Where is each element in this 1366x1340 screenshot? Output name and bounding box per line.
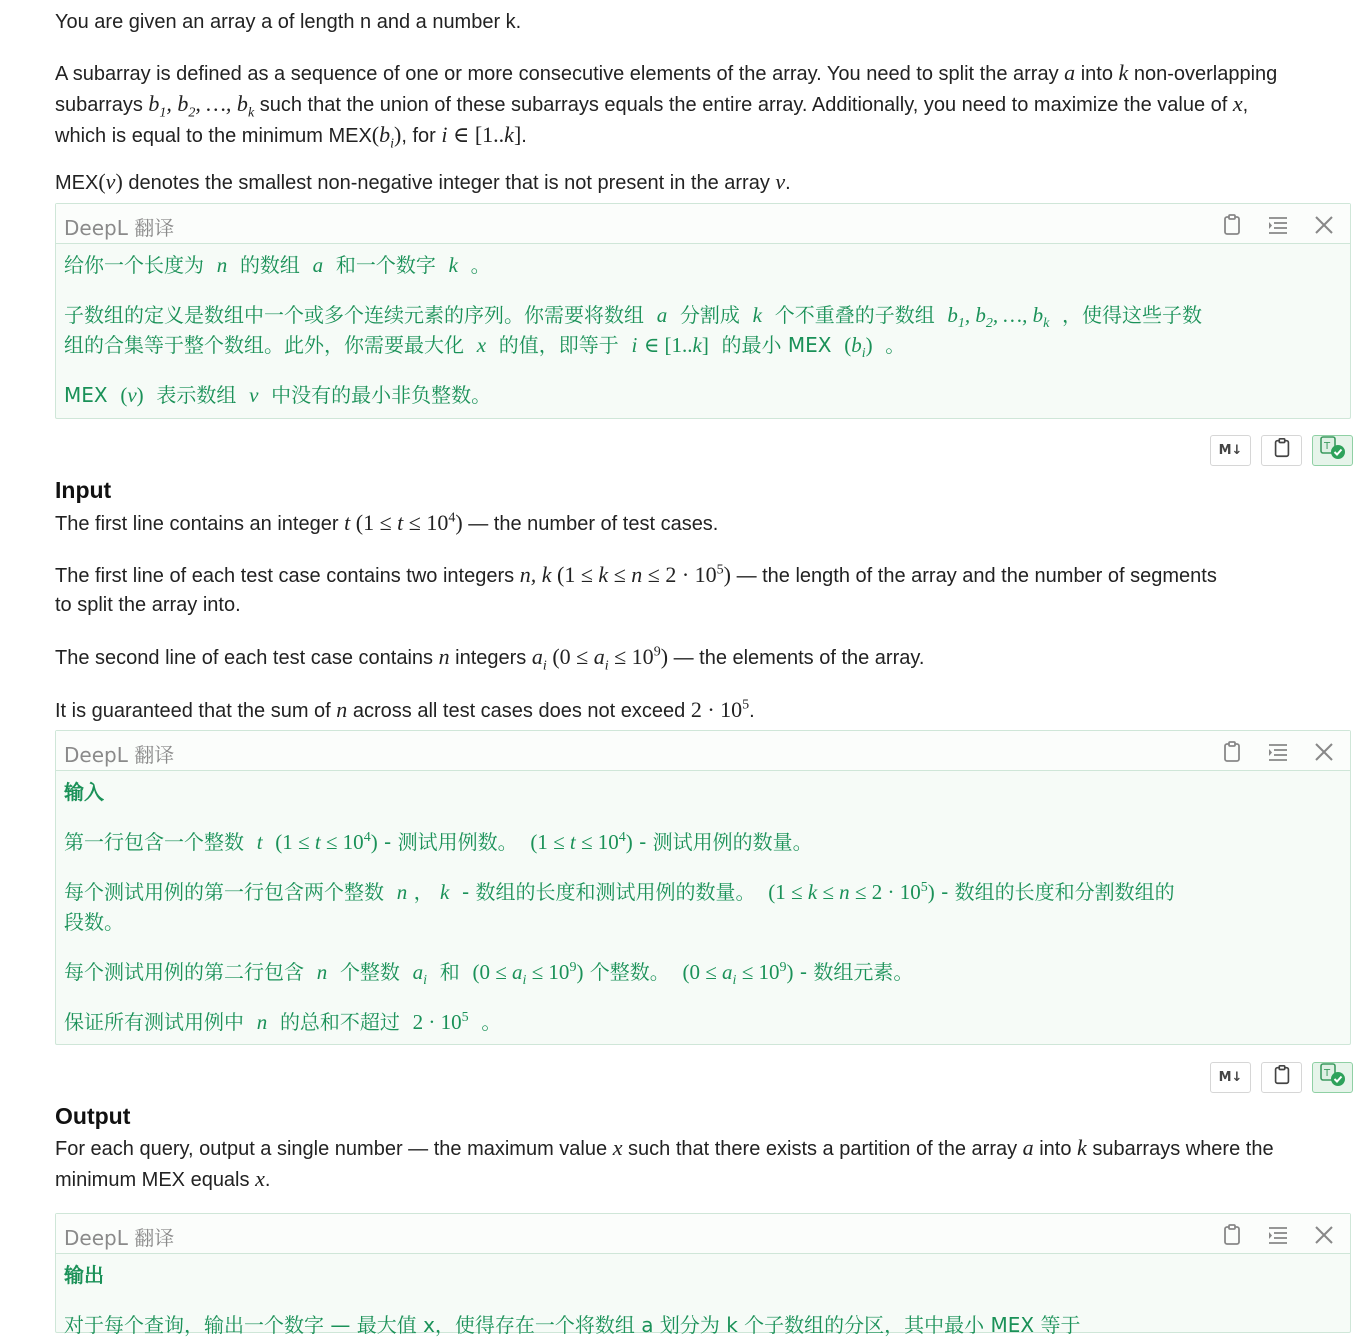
text: such that the union of these subarrays equals the entire array. Additionally, you need to maximize the value of bbox=[259, 94, 1228, 116]
output-l1: For each query, output a single number — the maximum value x such that there exists a partition of the array a into k subarrays where the minimum MEX equals x. bbox=[55, 1135, 1274, 1191]
close-icon[interactable] bbox=[1312, 213, 1336, 237]
text: 和一个数字 bbox=[335, 253, 436, 277]
align-icon[interactable] bbox=[1266, 213, 1290, 237]
text: minimum MEX equals bbox=[55, 1169, 250, 1191]
text: 给你一个长度为 bbox=[64, 253, 204, 277]
text: The first line of each test case contains two integers bbox=[55, 565, 515, 587]
text: 第一行包含一个整数 bbox=[64, 830, 244, 854]
statement-p3: MEX(v) denotes the smallest non-negative integer that is not present in the array v. bbox=[55, 169, 791, 194]
deepl-translation-input bbox=[55, 730, 1351, 1045]
text: subarrays where the bbox=[1092, 1138, 1274, 1160]
deepl-translation-output bbox=[55, 1213, 1351, 1337]
translate-toggle-button[interactable] bbox=[1312, 435, 1353, 466]
text: across all test cases does not exceed bbox=[352, 700, 686, 722]
clipboard-icon bbox=[1271, 1064, 1293, 1091]
translate-toggle-button[interactable] bbox=[1312, 1062, 1353, 1093]
text: 中没有的最小非负整数。 bbox=[271, 383, 492, 407]
close-icon[interactable] bbox=[1312, 740, 1336, 764]
input-l2: The first line of each test case contains two integers n, k $(1 \le k \le n \le 2 \cdot 10^5)$ — the length of the array and the number of segments to split the array into. bbox=[55, 562, 1217, 616]
deepl-statement-l4: MEX (v) 表示数组 v 中没有的最小非负整数。 bbox=[64, 383, 492, 407]
text: MEX bbox=[55, 172, 99, 194]
input-l1: The first line contains an integer t $(1 \le t \le 10^4)$ — the number of test cases. bbox=[55, 510, 719, 535]
align-icon[interactable] bbox=[1266, 740, 1290, 764]
translate-check-icon bbox=[1318, 435, 1348, 466]
statement-p2: A subarray is defined as a sequence of one or more consecutive elements of the array. You need to split the array a into k non-overlapping subarrays $b_1$, $b_2$, …, $b_k$ such that the union of these subarrays equals the entire array. Additionally, you need to maximize the value of x, which is equal to the minimum $MEX(b_i)$, for i ∈ [1..k]. bbox=[55, 60, 1278, 152]
deepl-title: DeepL 翻译 bbox=[64, 743, 175, 767]
deepl-statement-l3: 组的合集等于整个数组。此外，你需要最大化 x 的值，即等于 i ∈ [1..k] 的最小 MEX $(b_i)$ 。 bbox=[64, 333, 906, 362]
text: 子数组的定义是数组中一个或多个连续元素的序列。你需要将数组 bbox=[64, 303, 644, 327]
deepl-input-l2b: 段数。 bbox=[64, 910, 124, 934]
text: such that there exists a partition of the array bbox=[628, 1138, 1018, 1160]
text: - 测试用例数。 bbox=[384, 830, 518, 854]
deepl-title: DeepL 翻译 bbox=[64, 1226, 175, 1250]
text: 表示数组 bbox=[156, 383, 237, 407]
text: 组的合集等于整个数组。此外，你需要最大化 bbox=[64, 333, 464, 357]
text: - 测试用例的数量。 bbox=[639, 830, 813, 854]
deepl-header bbox=[56, 204, 1350, 244]
text: 和 bbox=[439, 960, 460, 984]
deepl-title: DeepL 翻译 bbox=[64, 216, 175, 240]
svg-text:T: T bbox=[1323, 1068, 1330, 1079]
text: subarrays bbox=[55, 94, 143, 116]
markdown-button[interactable] bbox=[1210, 435, 1251, 466]
text: 每个测试用例的第一行包含两个整数 bbox=[64, 880, 384, 904]
text: - 数组元素。 bbox=[799, 960, 914, 984]
text: into bbox=[1080, 63, 1113, 85]
text: The first line contains an integer bbox=[55, 513, 339, 535]
text: ，使得这些子数 bbox=[1062, 303, 1203, 327]
deepl-input-l1: 第一行包含一个整数 t $(1 \le t \le 10^4)$ - 测试用例数。 $(1 \le t \le 10^4)$ - 测试用例的数量。 bbox=[64, 830, 813, 854]
text: denotes the smallest non-negative integer that is not present in the array bbox=[128, 172, 770, 194]
deepl-input-l4: 保证所有测试用例中 n 的总和不超过 $2 \cdot 10^5$ 。 bbox=[64, 1010, 502, 1034]
statement-p1 bbox=[55, 8, 521, 37]
output-heading: Output bbox=[55, 1103, 131, 1129]
text: to split the array into. bbox=[55, 594, 241, 616]
text: 个整数。 bbox=[589, 960, 670, 984]
text: - 数组的长度和分割数组的 bbox=[941, 880, 1175, 904]
text: A subarray is defined as a sequence of one or more consecutive elements of the array. You need to split the array bbox=[55, 63, 1059, 85]
text: - 数组的长度和测试用例的数量。 bbox=[461, 880, 756, 904]
text: — the number of test cases. bbox=[468, 513, 719, 535]
text: — the elements of the array. bbox=[673, 647, 925, 669]
deepl-input-l3: 每个测试用例的第二行包含 n 个整数 $a_i$ 和 $(0 \le a_i \le 10^9)$ 个整数。 $(0 \le a_i \le 10^9)$ - 数组元素。 bbox=[64, 960, 914, 989]
clipboard-icon[interactable] bbox=[1220, 740, 1244, 764]
text: 的值，即等于 bbox=[498, 333, 619, 357]
input-l4: It is guaranteed that the sum of n across all test cases does not exceed $2 \cdot 10^5$. bbox=[55, 697, 755, 722]
text: For each query, output a single number — the maximum value bbox=[55, 1138, 608, 1160]
translate-check-icon bbox=[1318, 1062, 1348, 1093]
deepl-input-heading: 输入 bbox=[64, 780, 104, 804]
clipboard-icon[interactable] bbox=[1220, 1223, 1244, 1247]
text: The second line of each test case contains bbox=[55, 647, 434, 669]
deepl-output-heading: 输出 bbox=[64, 1263, 104, 1287]
deepl-output-l1: 对于每个查询，输出一个数字 — 最大值 x，使得存在一个将数组 a 划分为 k 个子数组的分区，其中最小 MEX 等于 bbox=[64, 1313, 1081, 1337]
deepl-header bbox=[56, 1214, 1350, 1254]
input-heading: Input bbox=[55, 477, 112, 503]
translation-toolbar-1 bbox=[1210, 435, 1353, 466]
text: integers bbox=[455, 647, 527, 669]
markdown-icon: M↓ bbox=[1218, 1070, 1243, 1085]
deepl-header bbox=[56, 731, 1350, 771]
text: 保证所有测试用例中 bbox=[64, 1010, 244, 1034]
text: MEX bbox=[64, 383, 108, 407]
deepl-statement-l2: 子数组的定义是数组中一个或多个连续元素的序列。你需要将数组 a 分割成 k 个不重叠的子数组 $b_1$, $b_2$, …, $b_k$ ，使得这些子数 bbox=[64, 303, 1203, 332]
text: 分割成 bbox=[679, 303, 740, 327]
text: 个整数 bbox=[339, 960, 400, 984]
text: non-overlapping bbox=[1133, 63, 1278, 85]
copy-button[interactable] bbox=[1261, 435, 1302, 466]
input-l3: The second line of each test case contains n integers $a_i$ $(0 \le a_i \le 10^9)$ — the elements of the array. bbox=[55, 644, 925, 674]
align-icon[interactable] bbox=[1266, 1223, 1290, 1247]
copy-button[interactable] bbox=[1261, 1062, 1302, 1093]
text: 个不重叠的子数组 bbox=[774, 303, 935, 327]
text: 的最小 MEX bbox=[721, 333, 832, 357]
translation-toolbar-2 bbox=[1210, 1062, 1353, 1093]
text: which is equal to the minimum MEX bbox=[55, 125, 372, 147]
markdown-icon: M↓ bbox=[1218, 443, 1243, 458]
text: 每个测试用例的第二行包含 bbox=[64, 960, 304, 984]
text: , for bbox=[401, 125, 436, 147]
deepl-statement-l1: 给你一个长度为 n 的数组 a 和一个数字 k 。 bbox=[64, 253, 491, 277]
text: 的数组 bbox=[239, 253, 300, 277]
text: It is guaranteed that the sum of bbox=[55, 700, 331, 722]
markdown-button[interactable] bbox=[1210, 1062, 1251, 1093]
clipboard-icon bbox=[1271, 437, 1293, 464]
svg-text:T: T bbox=[1323, 441, 1330, 452]
text: into bbox=[1039, 1138, 1072, 1160]
clipboard-icon[interactable] bbox=[1220, 213, 1244, 237]
statement-p1-text: You are given an array a of length n and a number k. bbox=[55, 11, 522, 33]
text: 的总和不超过 bbox=[279, 1010, 400, 1034]
deepl-translation-statement bbox=[55, 203, 1351, 419]
text: — the length of the array and the number of segments bbox=[736, 565, 1217, 587]
deepl-input-l2: 每个测试用例的第一行包含两个整数 n ， k - 数组的长度和测试用例的数量。 $(1 \le k \le n \le 2 \cdot 10^5)$ - 数组的长度和分割数组的 bbox=[64, 880, 1175, 904]
close-icon[interactable] bbox=[1312, 1223, 1336, 1247]
